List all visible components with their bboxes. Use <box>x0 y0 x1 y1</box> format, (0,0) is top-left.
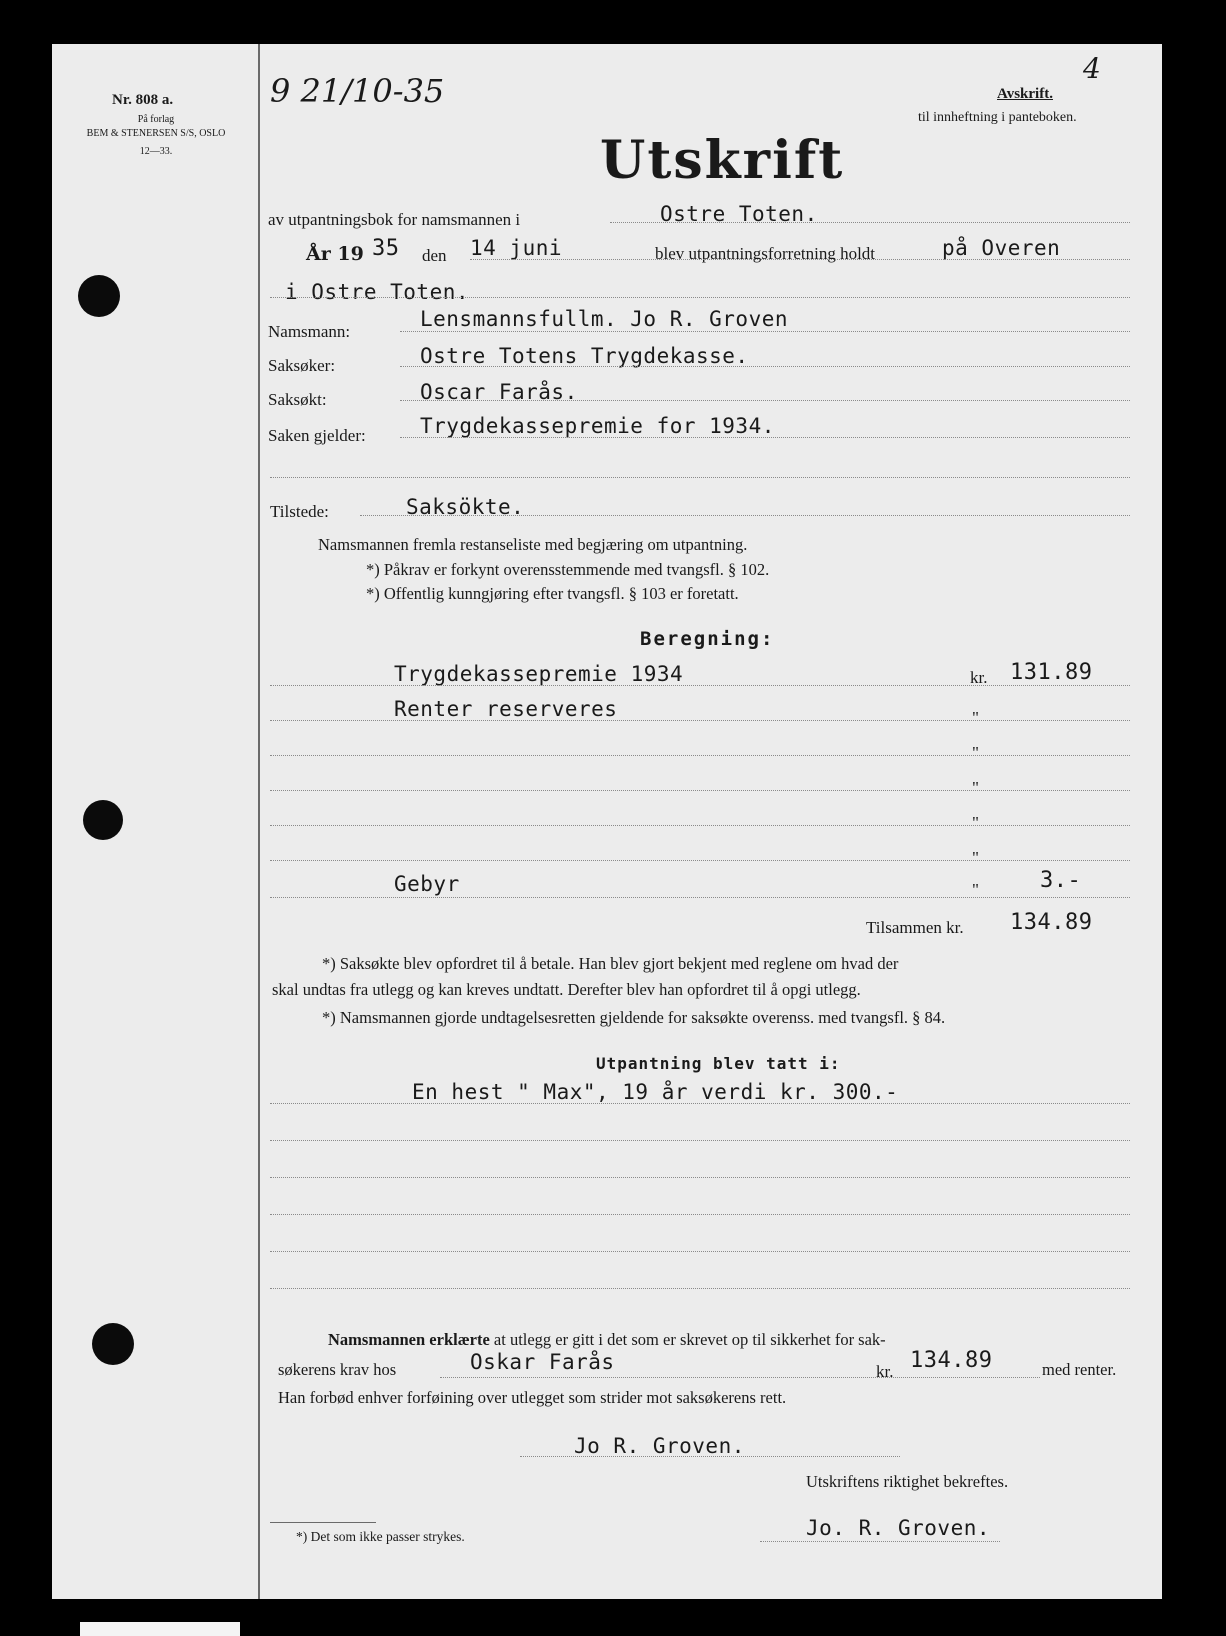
publisher-date: 12—33. <box>139 146 173 157</box>
fill-line <box>270 1140 1130 1141</box>
signature-line <box>520 1456 900 1457</box>
margin-divider <box>258 44 260 1599</box>
fill-line <box>270 297 1130 298</box>
year-label: År 19 <box>306 243 364 265</box>
clause-pakrav: *) Påkrav er forkynt overensstemmende med tvangsfl. § 102. <box>366 560 770 579</box>
fill-line <box>440 1377 1040 1378</box>
saksokt-label: Saksøkt: <box>268 390 327 409</box>
namsmann-value: Lensmannsfullm. Jo R. Groven <box>420 307 789 331</box>
tilstede-label: Tilstede: <box>270 502 329 521</box>
paragraph-saksokte-line1: *) Saksøkte blev opfordret til å betale. Han blev gjort bekjent med reglene om hvad der <box>322 954 899 973</box>
total-amount: 134.89 <box>1010 910 1093 935</box>
item-gebyr: Gebyr <box>394 872 460 896</box>
item-trygdekassepremie: Trygdekassepremie 1934 <box>394 662 684 686</box>
ditto-mark: " <box>972 880 979 899</box>
fill-line <box>270 755 1130 756</box>
declaration-krav-label: søkerens krav hos <box>278 1360 397 1379</box>
ditto-mark: " <box>972 813 979 832</box>
fill-line <box>270 477 1130 478</box>
fill-line <box>610 222 1130 223</box>
fill-line <box>400 331 1130 332</box>
handwritten-date: 9 21/10-35 <box>270 72 445 110</box>
utpantning-heading: Utpantning blev tatt i: <box>596 1054 841 1073</box>
saksoker-value: Ostre Totens Trygdekasse. <box>420 344 749 368</box>
declaration-bold: Namsmannen erklærte <box>328 1330 490 1349</box>
handwritten-page-number: 4 <box>1083 52 1101 85</box>
declaration-amount: 134.89 <box>910 1348 993 1373</box>
ditto-mark: " <box>972 708 979 727</box>
saken-value: Trygdekassepremie for 1934. <box>420 414 775 438</box>
avskrift-subtitle: til innheftning i panteboken. <box>918 110 1077 125</box>
fill-line <box>400 400 1130 401</box>
publisher-line: På forlag <box>137 114 175 125</box>
page-tab <box>80 1622 240 1636</box>
date-value: 14 juni <box>470 236 563 260</box>
punch-hole <box>92 1323 134 1365</box>
year-value: 35 <box>372 236 400 261</box>
intro-label: av utpantningsbok for namsmannen i <box>268 210 521 229</box>
punch-hole <box>83 800 123 840</box>
publisher-name: BEM & STENERSEN S/S, OSLO <box>86 128 226 139</box>
ditto-mark: " <box>972 743 979 762</box>
signature-namsmann: Jo R. Groven. <box>574 1434 745 1458</box>
total-label: Tilsammen kr. <box>866 918 964 937</box>
fill-line <box>270 720 1130 721</box>
avskrift-label: Avskrift. <box>997 86 1053 102</box>
declaration-kr: kr. <box>876 1362 894 1381</box>
saksoker-label: Saksøker: <box>268 356 336 375</box>
item-renter: Renter reserveres <box>394 697 618 721</box>
signature-confirmation: Jo. R. Groven. <box>806 1516 991 1540</box>
fill-line <box>270 790 1130 791</box>
fill-line <box>470 259 1130 260</box>
paragraph-undtagelse: *) Namsmannen gjorde undtagelsesretten gjeldende for saksøkte overenss. med tvangsfl. § 84. <box>322 1008 946 1027</box>
ditto-mark: " <box>972 848 979 867</box>
declaration-line1 <box>328 1330 886 1350</box>
item-gebyr-amount: 3.- <box>1040 868 1082 893</box>
item-trygdekassepremie-amount: 131.89 <box>1010 660 1093 685</box>
page-title: Utskrift <box>600 130 845 191</box>
fill-line <box>270 685 1130 686</box>
saksokt-value: Oscar Farås. <box>420 380 578 404</box>
ditto-mark: " <box>972 778 979 797</box>
footnote-rule <box>270 1522 376 1523</box>
confirmation-text: Utskriftens riktighet bekreftes. <box>806 1472 1009 1491</box>
declaration-line3: Han forbød enhver forføining over utlegget som strider mot saksøkerens rett. <box>278 1388 787 1407</box>
fill-line <box>400 366 1130 367</box>
intro-value: Ostre Toten. <box>660 202 818 226</box>
signature-line <box>760 1541 1000 1542</box>
fill-line <box>270 860 1130 861</box>
fill-line <box>270 825 1130 826</box>
paragraph-saksokte-line2: skal undtas fra utlegg og kan kreves undtatt. Derefter blev han opfordret til å opgi utlegg. <box>272 980 861 999</box>
beregning-heading: Beregning: <box>640 628 775 650</box>
clause-restanseliste: Namsmannen fremla restanseliste med begjæring om utpantning. <box>318 535 748 554</box>
form-number: Nr. 808 a. <box>112 92 174 108</box>
kr-label: kr. <box>970 668 988 687</box>
place-continuation: i Ostre Toten. <box>285 280 470 304</box>
fill-line <box>270 897 1130 898</box>
fill-line <box>270 1251 1130 1252</box>
declaration-med-renter: med renter. <box>1042 1360 1117 1379</box>
held-label: blev utpantningsforretning holdt <box>655 244 876 263</box>
namsmann-label: Namsmann: <box>268 322 351 341</box>
saken-label: Saken gjelder: <box>268 426 366 445</box>
clause-kunngjoring: *) Offentlig kunngjøring efter tvangsfl. § 103 er foretatt. <box>366 584 739 603</box>
fill-line <box>270 1177 1130 1178</box>
punch-hole <box>78 275 120 317</box>
tilstede-value: Saksökte. <box>406 495 525 519</box>
place-value: på Overen <box>942 236 1061 260</box>
utpantning-value: En hest " Max", 19 år verdi kr. 300.- <box>412 1080 899 1104</box>
footnote: *) Det som ikke passer strykes. <box>296 1529 465 1544</box>
fill-line <box>270 1214 1130 1215</box>
fill-line <box>400 437 1130 438</box>
fill-line <box>360 515 1130 516</box>
fill-line <box>270 1288 1130 1289</box>
declaration-rest: at utlegg er gitt i det som er skrevet op til sikkerhet for sak- <box>489 1330 886 1349</box>
fill-line <box>270 1103 1130 1104</box>
declaration-name: Oskar Farås <box>470 1350 615 1374</box>
den-label: den <box>422 246 447 265</box>
